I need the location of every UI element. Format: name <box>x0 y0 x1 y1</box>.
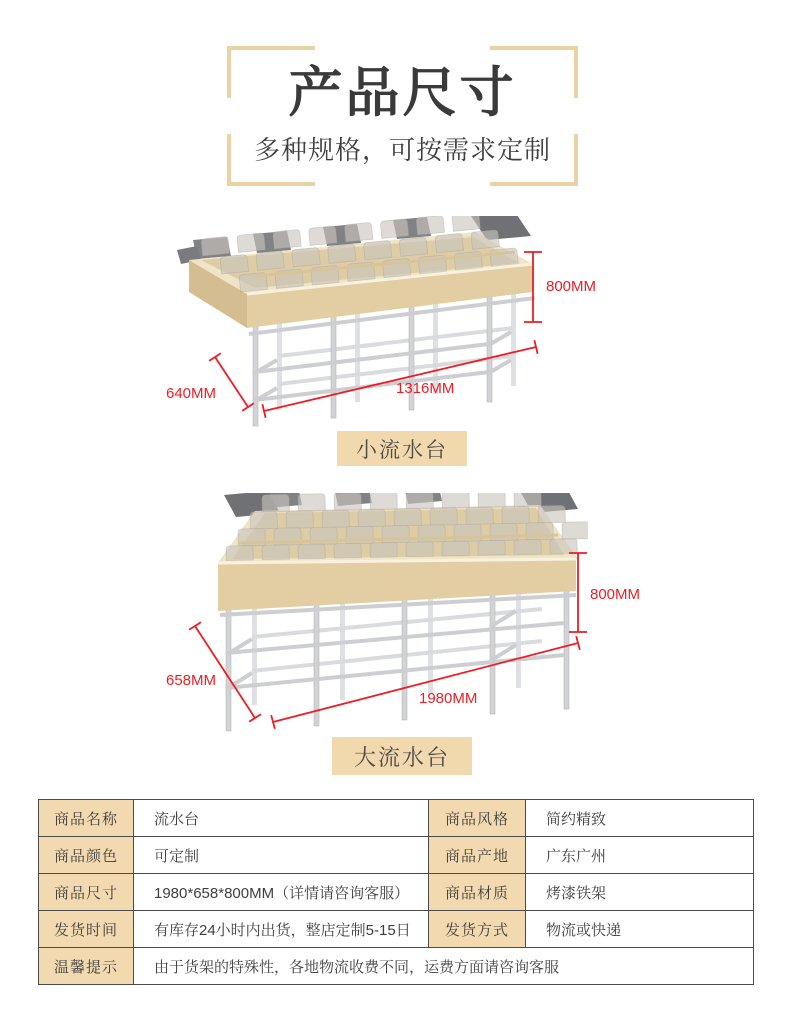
spec-value-cell: 简约精致 <box>526 800 754 837</box>
corner-bracket-top-right <box>490 46 578 98</box>
spec-value-cell: 有库存24小时内出货，整店定制5-15日 <box>134 911 429 948</box>
spec-value-cell: 物流或快递 <box>526 911 754 948</box>
corner-bracket-top-left <box>227 46 315 98</box>
small-table-depth-label: 640MM <box>166 385 217 402</box>
spec-value-cell: 可定制 <box>134 837 429 874</box>
spec-label-cell: 商品尺寸 <box>39 874 134 911</box>
spec-value-cell: 由于货架的特殊性，各地物流收费不同，运费方面请咨询客服 <box>134 948 754 985</box>
spec-label-cell: 温馨提示 <box>39 948 134 985</box>
page-title: 产品尺寸 <box>288 62 517 123</box>
large-table-depth-label: 658MM <box>166 672 217 689</box>
spec-value-cell: 流水台 <box>134 800 429 837</box>
spec-value-cell: 1980*658*800MM（详情请咨询客服） <box>134 874 429 911</box>
spec-label-cell: 发货方式 <box>429 911 526 948</box>
corner-bracket-bottom-right <box>490 134 578 186</box>
spec-table <box>38 799 754 985</box>
page-subtitle: 多种规格，可按需求定制 <box>253 135 551 166</box>
corner-bracket-bottom-left <box>227 134 315 186</box>
spec-row <box>39 837 754 874</box>
small-table-height-label: 800MM <box>546 278 597 295</box>
large-table-height-label: 800MM <box>590 586 641 603</box>
large-table-name-badge: 大流水台 <box>332 737 472 775</box>
small-table-name-badge: 小流水台 <box>337 431 467 466</box>
spec-value-cell: 烤漆铁架 <box>526 874 754 911</box>
spec-label-cell: 商品风格 <box>429 800 526 837</box>
spec-row <box>39 948 754 985</box>
spec-value-cell: 广东广州 <box>526 837 754 874</box>
spec-label-cell: 商品颜色 <box>39 837 134 874</box>
title-block <box>227 46 578 186</box>
spec-label-cell: 商品产地 <box>429 837 526 874</box>
spec-label-cell: 商品材质 <box>429 874 526 911</box>
spec-row <box>39 874 754 911</box>
spec-row <box>39 911 754 948</box>
large-table-illustration <box>168 493 588 743</box>
small-table-illustration <box>175 216 547 434</box>
spec-label-cell: 发货时间 <box>39 911 134 948</box>
spec-label-cell: 商品名称 <box>39 800 134 837</box>
small-table-width-label: 1316MM <box>396 380 455 397</box>
spec-row <box>39 800 754 837</box>
large-table-width-label: 1980MM <box>419 690 478 707</box>
